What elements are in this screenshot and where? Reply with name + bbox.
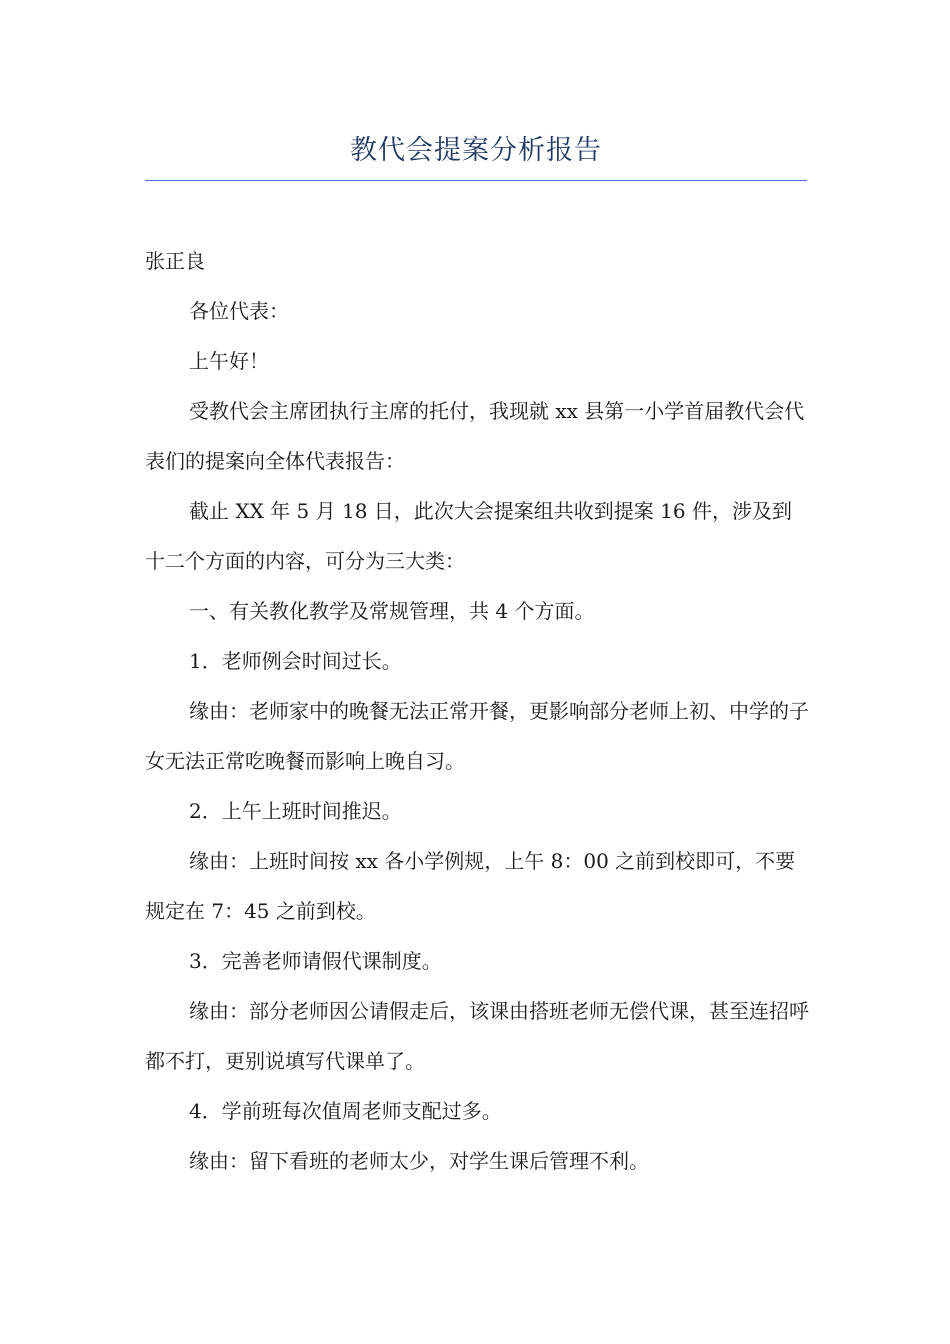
paragraph-intro: 受教代会主席团执行主席的托付，我现就 xx 县第一小学首届教代会代表们的提案向全体代表报告： bbox=[145, 399, 805, 473]
proposal-reason-2: 缘由：上班时间按 xx 各小学例规，上午 8：00 之前到校即可，不要规定在 7：45 之前到校。 bbox=[145, 849, 796, 923]
document-body bbox=[145, 236, 810, 1186]
title-divider bbox=[145, 180, 807, 181]
paragraph-salutation: 各位代表： bbox=[189, 299, 289, 323]
document-title: 教代会提案分析报告 bbox=[350, 135, 602, 166]
proposal-item-2: 2．上午上班时间推迟。 bbox=[189, 799, 402, 823]
paragraph-greeting: 上午好！ bbox=[189, 349, 269, 373]
paragraph-summary: 截止 XX 年 5 月 18 日，此次大会提案组共收到提案 16 件，涉及到十二个方面的内容，可分为三大类： bbox=[145, 499, 792, 573]
proposal-item-4: 4．学前班每次值周老师支配过多。 bbox=[189, 1099, 502, 1123]
proposal-reason-3: 缘由：部分老师因公请假走后，该课由搭班老师无偿代课，甚至连招呼都不打，更别说填写代课单了。 bbox=[145, 999, 809, 1073]
section-heading-1: 一、有关教化教学及常规管理，共 4 个方面。 bbox=[189, 599, 595, 623]
proposal-reason-1: 缘由：老师家中的晚餐无法正常开餐，更影响部分老师上初、中学的子女无法正常吃晚餐而影响上晚自习。 bbox=[145, 699, 809, 773]
author-name: 张正良 bbox=[145, 249, 205, 273]
proposal-reason-4: 缘由：留下看班的老师太少，对学生课后管理不利。 bbox=[189, 1149, 649, 1173]
proposal-item-1: 1．老师例会时间过长。 bbox=[189, 649, 402, 673]
proposal-item-3: 3．完善老师请假代课制度。 bbox=[189, 949, 442, 973]
